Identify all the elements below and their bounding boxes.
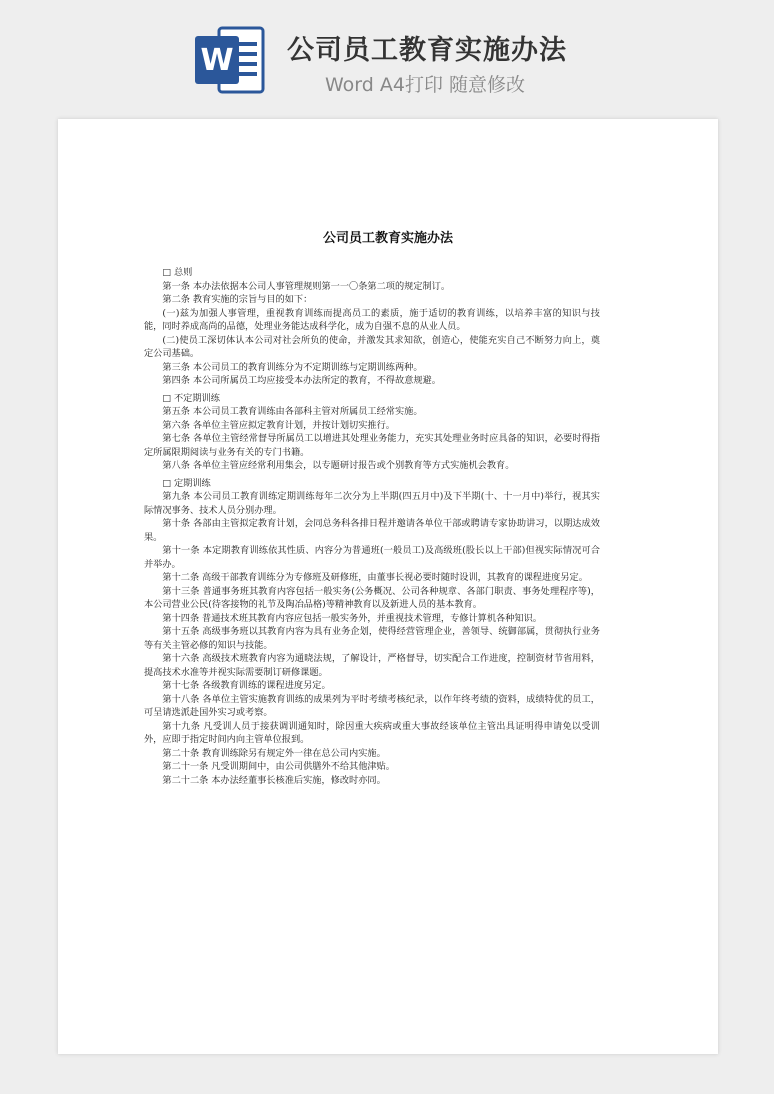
document-paragraph: 第二十条 教育训练除另有规定外一律在总公司内实施。 xyxy=(162,747,386,759)
document-paragraph: 第二条 教育实施的宗旨与目的如下： xyxy=(162,294,313,305)
document-paragraph: 第十五条 高级事务班以其教育内容为具有业务企划，使得经营管理企业，善领导、统御部属，贯彻执行业务等有关主管必修的知识与技能。 xyxy=(144,626,600,651)
word-doc-icon xyxy=(193,24,265,96)
document-paragraph: 第二十二条 本办法经董事长核准后实施，修改时亦同。 xyxy=(162,774,386,786)
document-paragraph: 第十条 各部由主管拟定教育计划，会同总务科各排日程并邀请各单位干部或聘请专家协助讲习，以期达成效果。 xyxy=(144,518,600,543)
word-letter: W xyxy=(200,43,234,78)
document-paragraph: 第七条 各单位主管经常督导所属员工以增进其处理业务能力，充实其处理业务时应具备的知识，必要时得指定所属限期阅读与业务有关的专门书籍。 xyxy=(144,433,600,458)
header-banner xyxy=(0,0,774,118)
document-paragraph: 第十一条 本定期教育训练依其性质、内容分为普通班(一般员工)及高级班(股长以上干部)但视实际情况可合并举办。 xyxy=(144,545,600,570)
document-page xyxy=(58,119,718,1054)
document-paragraph: 第四条 本公司所属员工均应接受本办法所定的教育，不得故意规避。 xyxy=(162,375,441,386)
document-paragraph: 第六条 各单位主管应拟定教育计划，并按计划切实推行。 xyxy=(162,419,395,431)
document-paragraph: 第十八条 各单位主管实施教育训练的成果列为平时考绩考核纪录，以作年终考绩的资料，成绩特优的员工，可呈请选派赴国外实习或考察。 xyxy=(144,693,600,718)
document-paragraph: 第一条 本办法依据本公司人事管理规则第一一〇条第二项的规定制订。 xyxy=(162,280,451,292)
document-paragraph: 第八条 各单位主管应经常利用集会，以专题研讨报告或个别教育等方式实施机会教育。 xyxy=(162,460,515,471)
document-paragraph: 第二十一条 凡受训期间中，由公司供膳外不给其他津贴。 xyxy=(162,761,395,772)
document-paragraph: 第十四条 普通技术班其教育内容应包括一般实务外，并重视技术管理，专修计算机各种知识。 xyxy=(162,612,542,624)
section-heading: □ 定期训练 xyxy=(162,477,211,489)
banner-title: 公司员工教育实施办法 xyxy=(287,35,567,66)
document-paragraph: (二)使员工深切体认本公司对社会所负的使命，并激发其求知欲，创造心，使能充实自己不断努力向上，奠定公司基础。 xyxy=(144,334,600,359)
section-heading: □ 不定期训练 xyxy=(162,392,220,404)
document-paragraph: 第九条 本公司员工教育训练定期训练每年二次分为上半期(四五月中)及下半期(十、十一月中)举行，视其实际情况事务、技术人员分别办理。 xyxy=(144,491,600,516)
document-paragraph: (一)兹为加强人事管理，重视教育训练而提高员工的素质，施于适切的教育训练，以培养丰富的知识与技能，同时养成高尚的品德，处理业务能达成科学化，成为自强不息的从业人员。 xyxy=(144,307,600,332)
document-paragraph: 第十七条 各级教育训练的课程进度另定。 xyxy=(162,680,331,691)
document-paragraph: 第十三条 普通事务班其教育内容包括一般实务(公务概况、公司各种规章、各部门职责、事务处理程序等)，本公司营业公民(待客接物的礼节及陶冶品格)等精神教育以及新进人员的基本教育。 xyxy=(144,585,600,610)
document-body xyxy=(144,266,600,787)
document-paragraph: 第三条 本公司员工的教育训练分为不定期训练与定期训练两种。 xyxy=(162,361,423,373)
document-title: 公司员工教育实施办法 xyxy=(322,231,453,246)
document-paragraph: 第十二条 高级干部教育训练分为专修班及研修班，由董事长视必要时随时设训，其教育的课程进度另定。 xyxy=(162,572,588,583)
banner-subtitle: Word A4打印 随意修改 xyxy=(325,74,526,96)
section-heading: □ 总则 xyxy=(162,267,193,278)
document-paragraph: 第五条 本公司员工教育训练由各部科主管对所属员工经常实施。 xyxy=(162,406,423,417)
document-paragraph: 第十六条 高级技术班教育内容为通晓法规，了解设计，严格督导，切实配合工作进度，控制资材节省用料，提高技术水准等并视实际需要制订研修课题。 xyxy=(144,653,600,678)
document-paragraph: 第十九条 凡受训人员于接获调训通知时，除因重大疾病或重大事故经该单位主管出具证明得申请免以受训外，应即于指定时间内向主管单位报到。 xyxy=(144,720,600,745)
